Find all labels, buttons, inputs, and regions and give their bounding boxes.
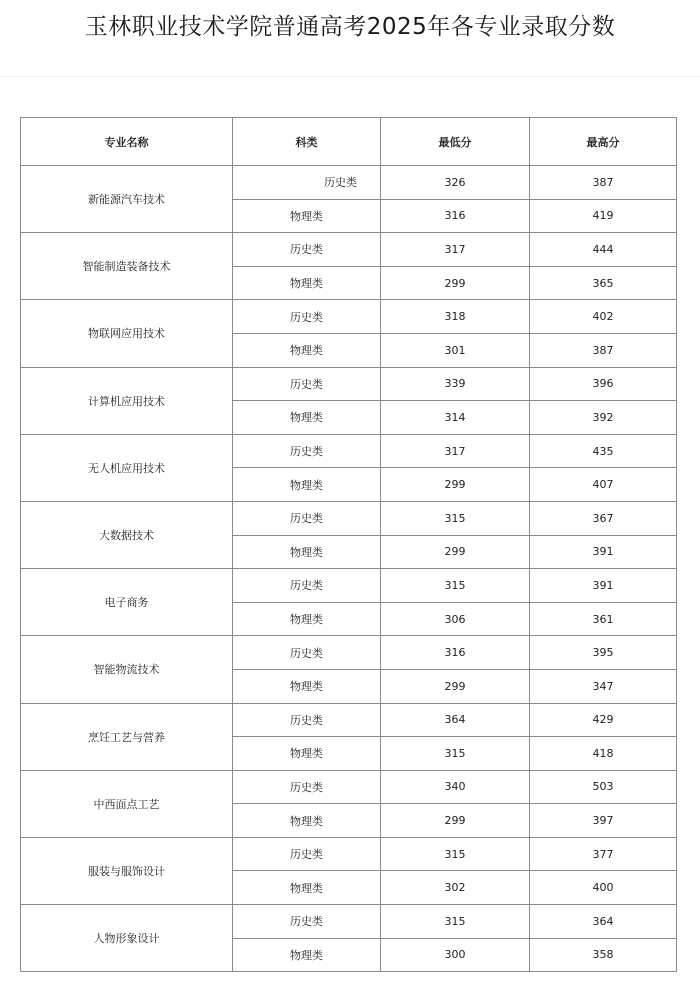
category-cell: 历史类: [233, 166, 381, 200]
max-score-cell: 365: [530, 266, 677, 300]
max-score-cell: 367: [530, 501, 677, 535]
min-score-cell: 317: [381, 233, 530, 267]
category-cell: 物理类: [233, 804, 381, 838]
major-name-cell: 电子商务: [21, 569, 233, 636]
title-divider: [0, 76, 700, 77]
table-row: [21, 501, 677, 535]
major-name-cell: 计算机应用技术: [21, 367, 233, 434]
max-score-cell: 407: [530, 468, 677, 502]
max-score-cell: 391: [530, 535, 677, 569]
category-cell: 历史类: [233, 233, 381, 267]
category-cell: 历史类: [233, 636, 381, 670]
max-score-cell: 377: [530, 837, 677, 871]
major-name-cell: 服装与服饰设计: [21, 837, 233, 904]
category-cell: 物理类: [233, 401, 381, 435]
max-score-cell: 429: [530, 703, 677, 737]
min-score-cell: 339: [381, 367, 530, 401]
max-score-cell: 402: [530, 300, 677, 334]
table-row: [21, 233, 677, 267]
major-name-cell: 人物形象设计: [21, 905, 233, 972]
category-cell: 历史类: [233, 569, 381, 603]
max-score-cell: 397: [530, 804, 677, 838]
table-row: [21, 367, 677, 401]
category-cell: 物理类: [233, 737, 381, 771]
category-cell: 物理类: [233, 669, 381, 703]
min-score-cell: 299: [381, 266, 530, 300]
header-major: 专业名称: [21, 118, 233, 166]
max-score-cell: 418: [530, 737, 677, 771]
table-row: [21, 905, 677, 939]
admission-scores-table: [20, 117, 677, 972]
major-name-cell: 物联网应用技术: [21, 300, 233, 367]
category-cell: 物理类: [233, 602, 381, 636]
max-score-cell: 435: [530, 434, 677, 468]
max-score-cell: 358: [530, 938, 677, 972]
table-row: [21, 434, 677, 468]
min-score-cell: 317: [381, 434, 530, 468]
category-cell: 历史类: [233, 434, 381, 468]
category-cell: 物理类: [233, 468, 381, 502]
min-score-cell: 300: [381, 938, 530, 972]
table-row: [21, 837, 677, 871]
max-score-cell: 387: [530, 333, 677, 367]
category-cell: 物理类: [233, 871, 381, 905]
category-cell: 物理类: [233, 199, 381, 233]
major-name-cell: 中西面点工艺: [21, 770, 233, 837]
max-score-cell: 364: [530, 905, 677, 939]
min-score-cell: 315: [381, 905, 530, 939]
category-cell: 物理类: [233, 535, 381, 569]
max-score-cell: 392: [530, 401, 677, 435]
major-name-cell: 大数据技术: [21, 501, 233, 568]
min-score-cell: 299: [381, 468, 530, 502]
table-row: [21, 569, 677, 603]
min-score-cell: 316: [381, 636, 530, 670]
min-score-cell: 301: [381, 333, 530, 367]
max-score-cell: 400: [530, 871, 677, 905]
category-cell: 历史类: [233, 367, 381, 401]
major-name-cell: 智能制造装备技术: [21, 233, 233, 300]
table-body: [21, 166, 677, 972]
category-cell: 历史类: [233, 905, 381, 939]
max-score-cell: 361: [530, 602, 677, 636]
max-score-cell: 347: [530, 669, 677, 703]
min-score-cell: 315: [381, 837, 530, 871]
min-score-cell: 326: [381, 166, 530, 200]
page-title: 玉林职业技术学院普通高考2025年各专业录取分数: [84, 14, 616, 40]
max-score-cell: 387: [530, 166, 677, 200]
category-cell: 历史类: [233, 501, 381, 535]
major-name-cell: 智能物流技术: [21, 636, 233, 703]
category-cell: 历史类: [233, 837, 381, 871]
max-score-cell: 396: [530, 367, 677, 401]
major-name-cell: 无人机应用技术: [21, 434, 233, 501]
min-score-cell: 314: [381, 401, 530, 435]
category-cell: 物理类: [233, 333, 381, 367]
table-row: [21, 636, 677, 670]
table-row: [21, 300, 677, 334]
category-cell: 历史类: [233, 300, 381, 334]
max-score-cell: 444: [530, 233, 677, 267]
max-score-cell: 391: [530, 569, 677, 603]
max-score-cell: 503: [530, 770, 677, 804]
major-name-cell: 烹饪工艺与营养: [21, 703, 233, 770]
min-score-cell: 299: [381, 804, 530, 838]
header-category: 科类: [233, 118, 381, 166]
category-cell: 历史类: [233, 770, 381, 804]
min-score-cell: 340: [381, 770, 530, 804]
min-score-cell: 318: [381, 300, 530, 334]
min-score-cell: 364: [381, 703, 530, 737]
max-score-cell: 419: [530, 199, 677, 233]
min-score-cell: 299: [381, 669, 530, 703]
category-cell: 物理类: [233, 266, 381, 300]
min-score-cell: 299: [381, 535, 530, 569]
min-score-cell: 315: [381, 501, 530, 535]
min-score-cell: 302: [381, 871, 530, 905]
category-cell: 历史类: [233, 703, 381, 737]
major-name-cell: 新能源汽车技术: [21, 166, 233, 233]
table-header-row: [21, 118, 677, 166]
table-row: [21, 166, 677, 200]
min-score-cell: 315: [381, 737, 530, 771]
table-row: [21, 703, 677, 737]
min-score-cell: 316: [381, 199, 530, 233]
table-row: [21, 770, 677, 804]
max-score-cell: 395: [530, 636, 677, 670]
category-cell: 物理类: [233, 938, 381, 972]
min-score-cell: 306: [381, 602, 530, 636]
header-max-score: 最高分: [530, 118, 677, 166]
min-score-cell: 315: [381, 569, 530, 603]
header-min-score: 最低分: [381, 118, 530, 166]
